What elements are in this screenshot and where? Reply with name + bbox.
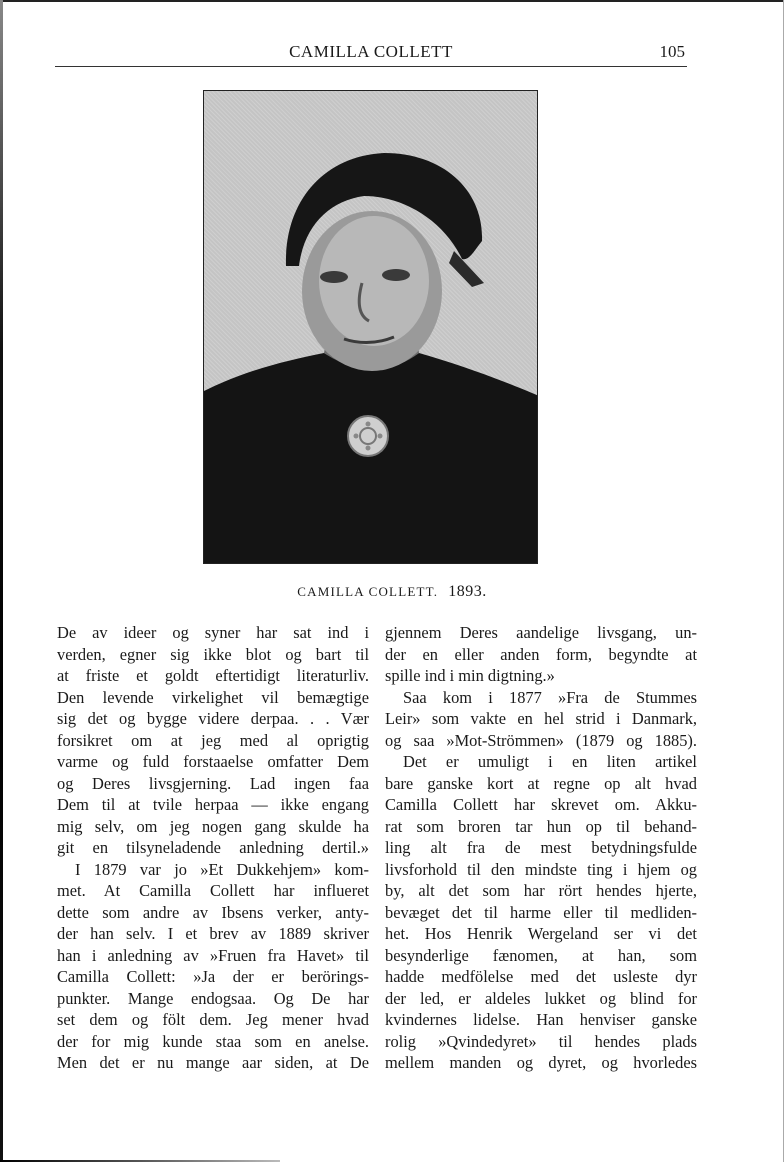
caption-name: CAMILLA COLLETT. xyxy=(297,584,439,599)
text-line: der han selv. I et brev av 1889 skriver xyxy=(57,924,369,943)
text-line: bare ganske kort at regne op alt hvad xyxy=(385,773,697,793)
text-line: besynderlige fænomen, at han, som xyxy=(385,945,697,965)
text-line: Dem til at tvile herpaa — ikke engang xyxy=(57,795,369,814)
text-line: Camilla Collett har skrevet om. Akku- xyxy=(385,795,697,814)
text-line: verden, egner sig ikke blot og bart til xyxy=(57,644,369,664)
text-line: hadde medfölelse med det usleste dyr xyxy=(385,967,697,986)
text-line: kvindernes lidelse. Han henviser ganske xyxy=(385,1010,697,1029)
portrait-photo xyxy=(203,90,538,564)
text-line: og saa »Mot-Strömmen» (1879 og 1885). xyxy=(385,730,697,750)
text-line: Leir» som vakte en hel strid i Danmark, xyxy=(385,709,697,728)
text-line: der led, er aldeles lukket og blind for xyxy=(385,988,697,1008)
text-line: met. At Camilla Collett har influeret xyxy=(57,881,369,900)
scan-edge-left xyxy=(0,0,3,1162)
text-line: punkter. Mange endogsaa. Og De har xyxy=(57,988,369,1008)
text-line: Camilla Collett: »Ja der er berörings- xyxy=(57,967,369,986)
text-column-right xyxy=(385,622,697,1074)
text-line: mellem manden og dyret, og hvorledes xyxy=(385,1053,697,1072)
page-number: 105 xyxy=(659,42,685,61)
text-line: ling alt fra de mest betydningsfulde xyxy=(385,838,697,857)
running-title: CAMILLA COLLETT xyxy=(289,42,453,61)
paragraph-start-line: I 1879 var jo »Et Dukkehjem» kom- xyxy=(75,859,369,879)
paragraph-start-line: Det er umuligt i en liten artikel xyxy=(403,752,697,771)
text-line: gjennem Deres aandelige livsgang, un- xyxy=(385,623,697,642)
text-line: bevæget det til harme eller til medliden- xyxy=(385,902,697,922)
text-line: der for mig kunde staa som en anelse. xyxy=(57,1031,369,1051)
text-line: der en eller anden form, begyndte at xyxy=(385,644,697,664)
text-line: forsikret om at jeg med al oprigtig xyxy=(57,730,369,750)
text-line: rolig »Qvindedyret» til hendes plads xyxy=(385,1031,697,1051)
text-line: varme og fuld forstaaelse omfatter Dem xyxy=(57,752,369,771)
text-line: het. Hos Henrik Wergeland ser vi det xyxy=(385,924,697,943)
text-line: sig det og bygge videre derpaa. . . Vær xyxy=(57,709,369,728)
text-line: Men det er nu mange aar siden, at De xyxy=(57,1053,369,1072)
portrait-illustration xyxy=(204,91,538,564)
text-line: set dem og fölt dem. Jeg mener hvad xyxy=(57,1010,369,1029)
text-line: dette som andre av Ibsens verker, anty- xyxy=(57,902,369,922)
scan-edge-top xyxy=(0,0,784,2)
text-line: han i anledning av »Fruen fra Havet» til xyxy=(57,945,369,965)
text-line: og Deres livsgjerning. Lad ingen faa xyxy=(57,773,369,793)
text-line: spille ind i min digtning.» xyxy=(385,666,555,685)
text-line: De av ideer og syner har sat ind i xyxy=(57,623,369,642)
text-line: Den levende virkelighet vil bemægtige xyxy=(57,687,369,707)
text-line: by, alt det som har rört hendes hjerte, xyxy=(385,881,697,900)
running-head xyxy=(55,38,687,67)
text-line: git en tilsyneladende anledning dertil.» xyxy=(57,838,369,857)
paragraph-start-line: Saa kom i 1877 »Fra de Stummes xyxy=(403,687,697,707)
text-line: at friste et goldt eftertidigt literaturliv. xyxy=(57,666,369,685)
caption-year: 1893. xyxy=(448,583,487,600)
text-column-left xyxy=(57,622,369,1074)
text-line: livsforhold til den mindste ting i hjem og xyxy=(385,859,697,879)
text-line: rat som broren tar hun op til behand- xyxy=(385,816,697,836)
text-line: mig selv, om jeg nogen gang skulde ha xyxy=(57,816,369,836)
figure-caption xyxy=(0,583,784,601)
